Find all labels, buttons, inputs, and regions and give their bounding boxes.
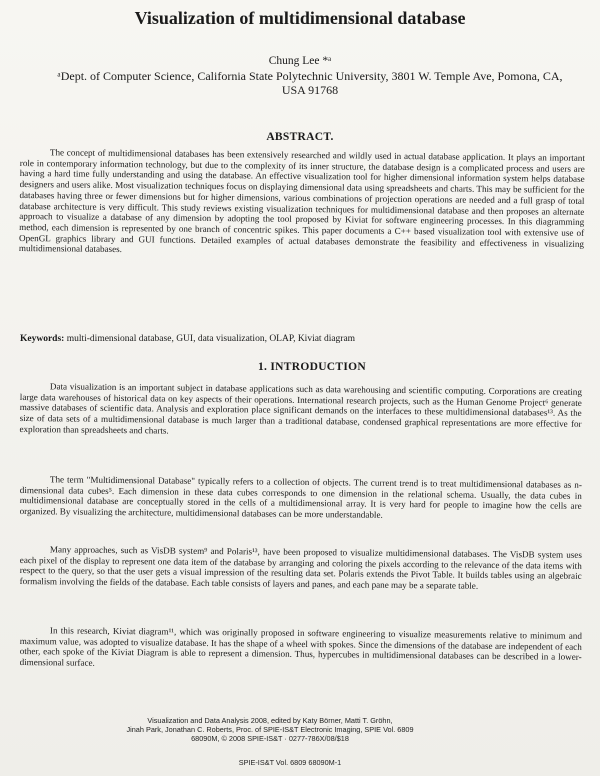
intro-paragraph-4: In this research, Kiviat diagram¹¹, which was originally proposed in software engineering to visualize measurements relative to minimum and maximum value, was adopted to visualize database. It has the shape of a wheel with spokes. Since the dimensions of the database are independent of each other, each spoke of the Kiviat Diagram is able to represent a dimension. Thus, hypercubes in multidimensional databases can be described in a lower-dimensional surface. [19,625,582,668]
author-name: Chung Lee *ᵃ [268,55,332,67]
keywords-label: Keywords: [20,334,65,344]
introduction-heading: 1. INTRODUCTION [257,361,366,373]
citation-line-1: Visualization and Data Analysis 2008, edited by Katy Börner, Matti T. Gröhn, [147,716,393,725]
keywords-line [20,334,580,344]
intro-paragraph-3: Many approaches, such as VisDB system⁹ and Polaris¹³, have been proposed to visualize multidimensional databases. The VisDB system uses each pixel of the display to represent one data item of the database by arranging and coloring the pixels according to the relevance of the data items with respect to the query, so that the user gets a visual impression of the resulting data set. Polaris extends the Pivot Table. It builds tables using an algebraic formalism involving the fields of the database. Each table consists of layers and panes, and each pane may be a separate table. [19,544,582,591]
citation-line-3: 68090M, © 2008 SPIE-IS&T · 0277-786X/08/$18 [191,734,349,743]
abstract-heading: ABSTRACT. [266,131,334,143]
keywords-text: multi-dimensional database, GUI, data visualization, OLAP, Kiviat diagram [64,334,356,344]
intro-paragraph-1: Data visualization is an important subject in database applications such as data warehousing and scientific computing. Corporations are creating large data warehouses of historical data on key aspects of their operations. International research projects, such as the Human Genome Project⁶ generate massive databases of scientific data. Analysis and exploration place significant demands on the interfaces to these multidimensional databases¹³. As the size of data sets of a multidimensional database is much larger than a traditional database, condensed graphical representations are more effective for exploration than spreadsheets and charts. [19,381,582,436]
intro-paragraph-2: The term "Multidimensional Database" typically refers to a collection of objects. The current trend is to treat multidimensional databases as n-dimensional data cubes⁵. Each dimension in these data cubes corresponds to one dimension in the relational schema. Usually, the data cubes in multidimensional database are conceptually stored in the cells of a multidimensional array. It is very hard for people to imagine how the cells are organized. By visualizing the architecture, multidimensional databases can be more understandable. [19,474,582,520]
page-identifier: SPIE-IS&T Vol. 6809 68090M-1 [238,758,342,767]
author-affiliation: ᵃDept. of Computer Science, California State Polytechnic University, 3801 W. Temple Ave, Pomona, CA, USA 91768 [57,69,563,97]
citation-footer [40,716,500,743]
abstract-text: The concept of multidimensional databases has been extensively researched and wildly used in actual database application. It plays an important role in contemporary information technology, but due to the complexity of its inner structure, the database design is a complicated process and users are having a hard time fully understanding and using the database. An effective visualization tool for higher dimensional information system helps database designers and users alike. Most visualization techniques focus on displaying dimensional data using spreadsheets and charts. This may be sufficient for the databases having three or fewer dimensions but for higher dimensions, various combinations of projection operations are needed and a full grasp of total database architecture is very difficult. This study reviews existing visualization techniques for multidimensional database and then proposes an alternate approach to visualize a database of any dimension by adopting the tool proposed by Kiviat for software engineering processes. In this diagramming method, each dimension is represented by one branch of concentric spikes. This paper documents a C++ based visualization tool with extensive use of OpenGL graphics library and GUI functions. Detailed examples of actual databases demonstrate the feasibility and effectiveness in visualizing multidimensional databases. [18,147,585,255]
citation-line-2: Jinah Park, Jonathan C. Roberts, Proc. of SPIE-IS&T Electronic Imaging, SPIE Vol. 6809 [126,725,414,734]
paper-title: Visualization of multidimensional database [134,8,466,28]
